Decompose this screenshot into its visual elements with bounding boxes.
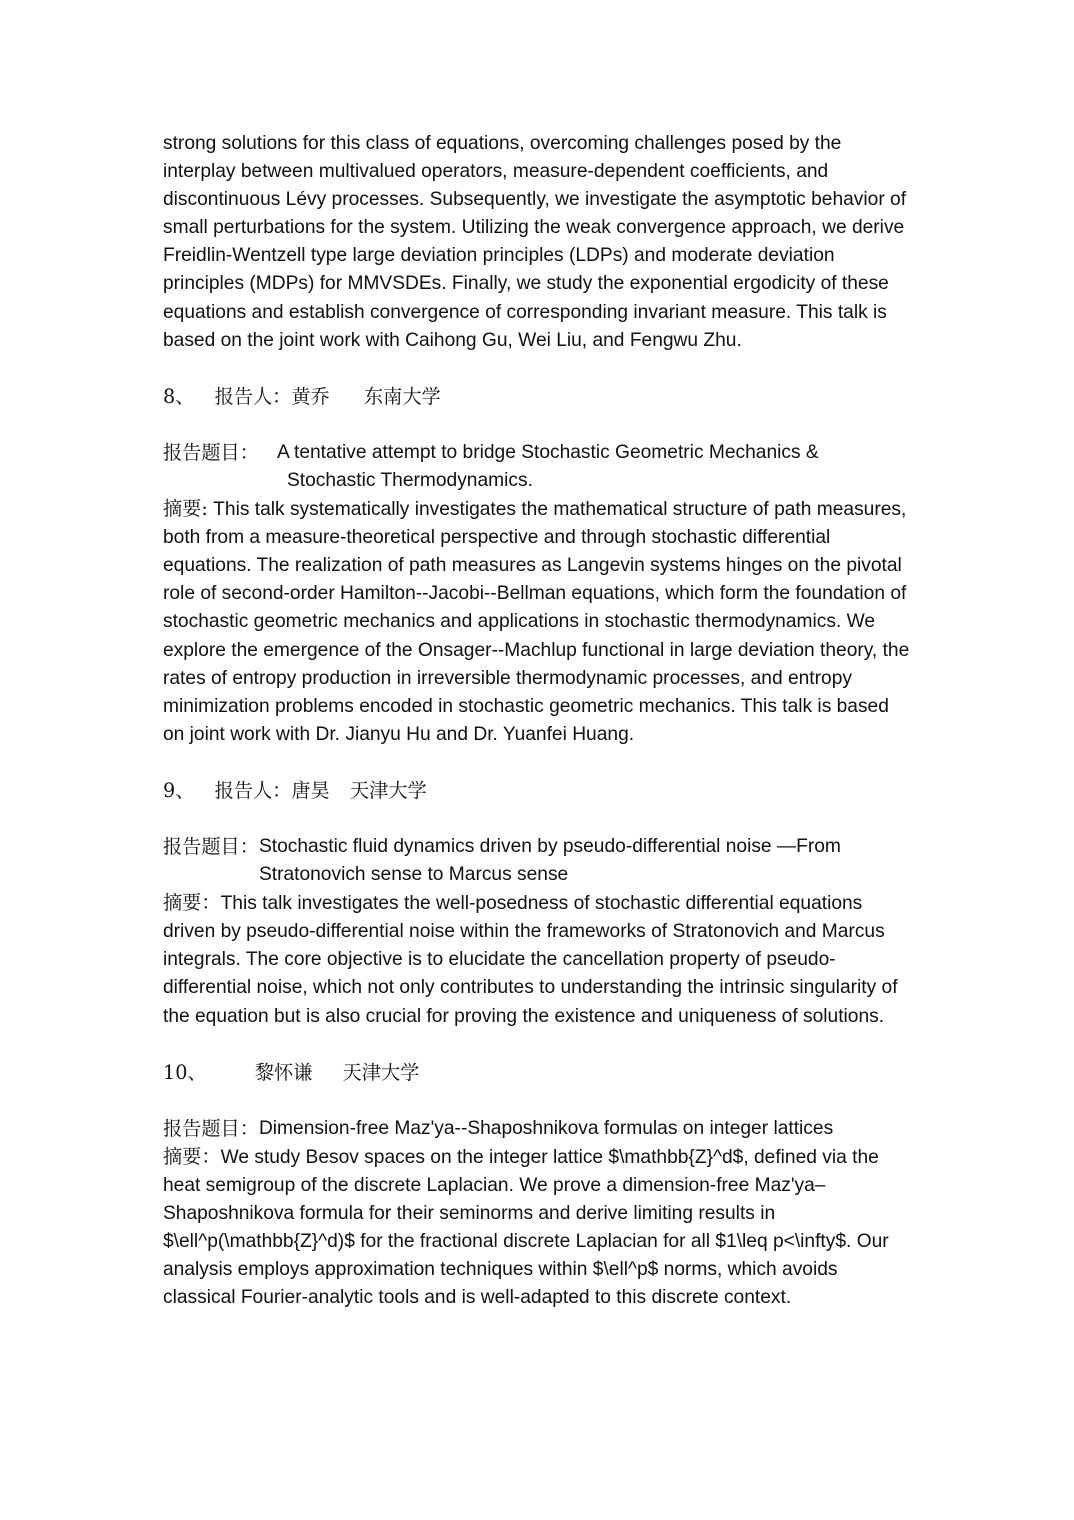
talk-title: A tentative attempt to bridge Stochastic Geometric Mechanics & Stochastic Thermodynamics. [276,441,819,491]
previous-abstract-continuation: strong solutions for this class of equations, overcoming challenges posed by the interplay between multivalued operators, measure-dependent coefficients, and discontinuous Lévy processes. Subsequently, we investigate the asymptotic behavior of small perturbations for the system. Utilizing the weak convergence approach, we derive Freidlin-Wentzell type large deviation principles (LDPs) and moderate deviation principles (MDPs) for MMVSDEs. Finally, we study the exponential ergodicity of these equations and establish convergence of corresponding invariant measure. This talk is based on the joint work with Caihong Gu, Wei Liu, and Fengwu Zhu. [163,133,907,351]
talk-8 [163,383,915,749]
speaker-affiliation: 天津大学 [342,1060,420,1084]
talk-number: 10、 [163,1060,207,1084]
speaker-affiliation: 东南大学 [363,384,441,408]
abstract-label: 摘要: [163,497,208,521]
speaker-name: 黄乔 [291,384,330,408]
talk-title: Dimension-free Maz'ya--Shaposhnikova formulas on integer lattices [258,1117,834,1139]
abstract-text: We study Besov spaces on the integer lattice $\mathbb{Z}^d$, defined via the heat semigroup of the discrete Laplacian. We prove a dimension-free Maz'ya–Shaposhnikova formula for their seminorms and derive limiting results in $\ell^p(\mathbb{Z}^d)$ for the fractional discrete Laplacian for all $1\leq p<\infty$. Our analysis employs approximation techniques within $\ell^p$ norms, which avoids classical Fourier-analytic tools and is well-adapted to this discrete context. [163,1146,889,1309]
abstract-text: This talk investigates the well-posedness of stochastic differential equations driven by pseudo-differential noise within the frameworks of Stratonovich and Marcus integrals. The core objective is to elucidate the cancellation property of pseudo-differential noise, which not only contributes to understanding the intrinsic singularity of the equation but is also crucial for proving the existence and uniqueness of solutions. [163,893,898,1027]
talk-number: 8、 [163,384,195,408]
speaker-label: 报告人： [214,384,292,408]
document-page [163,130,915,1312]
title-label: 报告题目： [163,834,259,858]
talk-title-row [163,833,915,889]
abstract-label: 摘要： [163,1144,221,1168]
speaker-affiliation: 天津大学 [349,778,427,802]
talk-title-row [163,439,915,495]
talk-9 [163,777,915,1031]
speaker-name: 唐昊 [291,778,330,802]
speaker-label: 报告人： [214,778,292,802]
title-label: 报告题目： [163,1116,259,1140]
speaker-line [163,777,915,805]
speaker-name: 黎怀谦 [254,1060,313,1084]
talk-title: Stochastic fluid dynamics driven by pseudo-differential noise —From Stratonovich sense to Marcus sense [258,835,841,886]
speaker-line [163,383,915,411]
talk-title-row [163,1115,915,1143]
talk-10 [163,1059,915,1313]
speaker-line [163,1059,915,1087]
talk-number: 9、 [163,778,195,802]
abstract-text: This talk systematically investigates the mathematical structure of path measures, both from a measure-theoretical perspective and through stochastic differential equations. The realization of path measures as Langevin systems hinges on the pivotal role of second-order Hamilton--Jacobi--Bellman equations, which form the foundation of stochastic geometric mechanics and applications in stochastic thermodynamics. We explore the emergence of the Onsager--Machlup functional in large deviation theory, the rates of entropy production in irreversible thermodynamic processes, and entropy minimization problems encoded in stochastic geometric mechanics. This talk is based on joint work with Dr. Jianyu Hu and Dr. Yuanfei Huang. [163,499,910,745]
abstract-label: 摘要： [163,891,221,915]
talk-abstract [163,889,915,1030]
title-label: 报告题目： [163,440,259,464]
talk-abstract [163,495,915,749]
talk-abstract [163,1143,915,1313]
